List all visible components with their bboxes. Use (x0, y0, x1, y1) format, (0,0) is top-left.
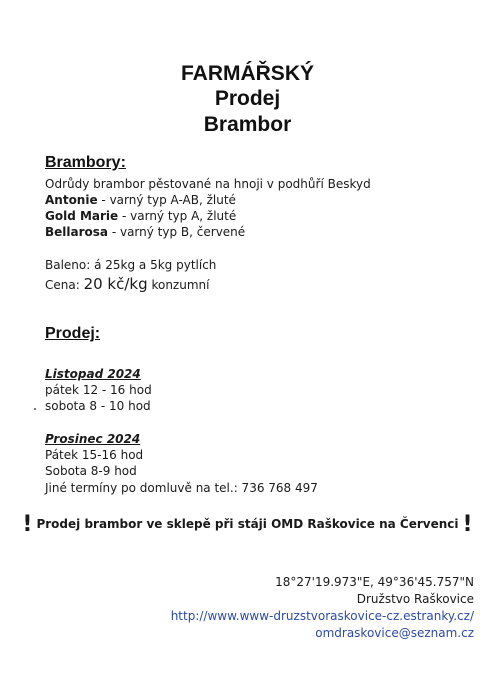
month-december: Prosinec 2024 (45, 432, 141, 446)
schedule-line: Jiné termíny po domluvě na tel.: 736 768 497 (45, 481, 318, 495)
month-november: Listopad 2024 (45, 367, 141, 381)
scan-speck (34, 408, 36, 410)
variety-desc: - varný typ A, žluté (118, 209, 237, 223)
variety-item (45, 192, 236, 208)
variety-item (45, 208, 236, 224)
schedule-line: Pátek 15-16 hod (45, 448, 144, 462)
sale-location-notice (0, 512, 495, 537)
gps-coordinates: 18°27'19.973"E, 49°36'45.757"N (275, 575, 474, 589)
title-line-2: Prodej (214, 87, 281, 110)
price-note: konzumní (147, 278, 210, 292)
variety-name: Bellarosa (45, 225, 109, 239)
price-value: 20 kč/kg (83, 275, 148, 293)
sale-heading: Prodej: (45, 325, 101, 342)
variety-desc: - varný typ A-AB, žluté (97, 193, 236, 207)
title-line-1: FARMÁŘSKÝ (180, 62, 314, 85)
title-line-3: Brambor (203, 113, 292, 136)
website-link[interactable]: http://www.www-druzstvoraskovice-cz.estranky.cz/ (170, 609, 474, 623)
potatoes-heading: Brambory: (45, 154, 126, 171)
price-line (45, 274, 209, 295)
email-link[interactable]: omdraskovice@seznam.cz (315, 626, 474, 640)
variety-name: Antonie (45, 193, 98, 207)
potatoes-intro: Odrůdy brambor pěstované na hnoji v podhůří Beskyd (45, 177, 371, 191)
variety-name: Gold Marie (45, 209, 119, 223)
packaging-text: Baleno: á 25kg a 5kg pytlích (45, 258, 217, 272)
exclamation-mark: ! (462, 512, 473, 537)
variety-desc: - varný typ B, červené (108, 225, 246, 239)
schedule-line: sobota 8 - 10 hod (45, 399, 151, 413)
organization-name: Družstvo Raškovice (356, 592, 474, 606)
notice-text: Prodej brambor ve sklepě při stáji OMD Raškovice na Červenci (36, 517, 459, 531)
schedule-line: Sobota 8-9 hod (45, 464, 137, 478)
price-label: Cena: (45, 278, 84, 292)
exclamation-mark: ! (22, 512, 33, 537)
variety-item (45, 224, 245, 240)
schedule-line: pátek 12 - 16 hod (45, 383, 152, 397)
